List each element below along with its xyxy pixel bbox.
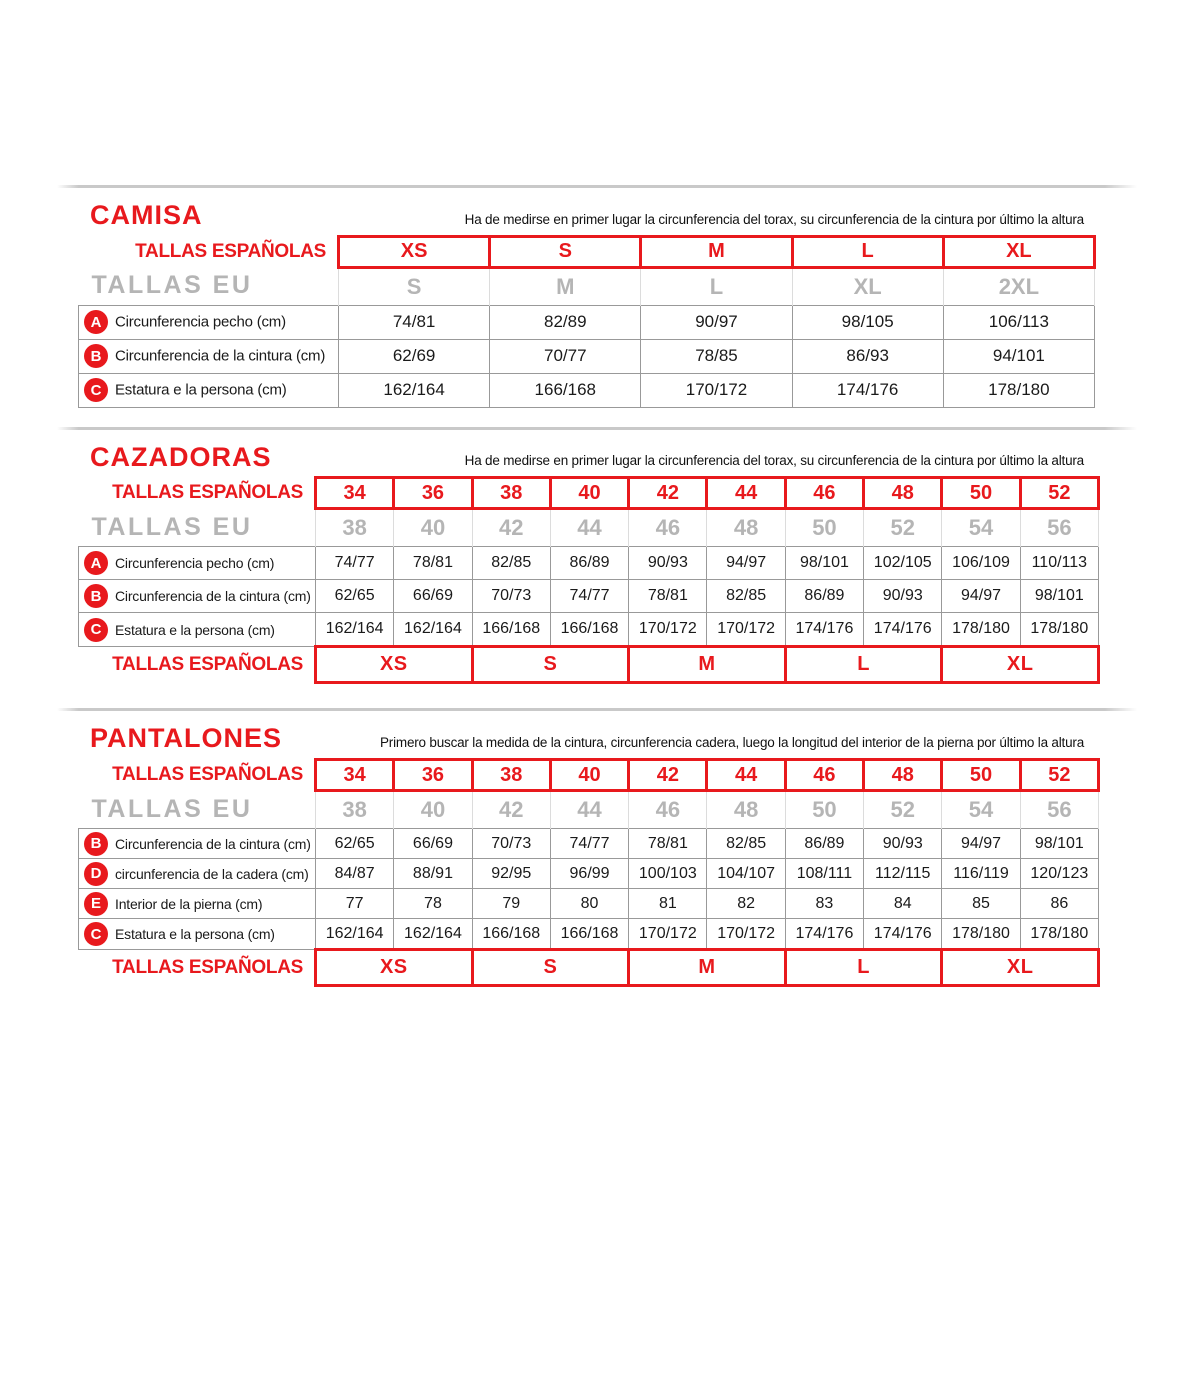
measurement-row	[79, 305, 1095, 339]
eu-size-cell: 40	[394, 509, 472, 547]
measurement-row	[79, 889, 1099, 919]
measurement-badge-b: B	[84, 344, 108, 368]
spanish-size-cell: 46	[785, 478, 863, 509]
size-chart-page	[0, 185, 1200, 1385]
measurement-value: 110/113	[1020, 547, 1098, 580]
measurement-value: 98/101	[1020, 580, 1098, 613]
measurement-label: circunferencia de la cadera (cm)	[115, 865, 309, 882]
section-note-camisa: Ha de medirse en primer lugar la circunferencia del torax, su circunferencia de la cintura por último la altura	[464, 211, 1084, 227]
spanish-size-cell: 42	[629, 478, 707, 509]
section-title-pantalones: PANTALONES	[90, 723, 282, 754]
spanish-size-cell: 38	[472, 478, 550, 509]
measurement-value: 104/107	[707, 859, 785, 889]
measurement-badge-d: D	[84, 862, 108, 886]
measurement-row	[79, 829, 1099, 859]
measurement-value: 174/176	[785, 613, 863, 647]
measurement-value: 85	[942, 889, 1020, 919]
spanish-size-cell: 48	[864, 760, 942, 791]
measurement-value: 82/85	[472, 547, 550, 580]
eu-size-cell: 56	[1020, 791, 1098, 829]
eu-size-cell: S	[339, 267, 490, 305]
measurement-value: 178/180	[942, 919, 1020, 950]
measurement-value: 166/168	[472, 919, 550, 950]
measurement-label: Circunferencia de la cintura (cm)	[115, 588, 311, 605]
measurement-label: Estatura e la persona (cm)	[115, 621, 275, 638]
measurement-value: 92/95	[472, 859, 550, 889]
measurement-label-cell	[79, 889, 316, 919]
bottom-spanish-sizes-row	[79, 647, 1099, 683]
measurement-label: Circunferencia de la cintura (cm)	[115, 347, 326, 365]
measurement-label-cell	[79, 547, 316, 580]
measurement-label-cell	[79, 339, 339, 373]
section-divider	[57, 427, 1137, 430]
measurement-value: 170/172	[707, 919, 785, 950]
measurement-row	[79, 859, 1099, 889]
size-group-cell: M	[629, 647, 786, 683]
eu-size-cell: 42	[472, 509, 550, 547]
spanish-sizes-row	[79, 236, 1095, 267]
measurement-value: 178/180	[942, 613, 1020, 647]
measurement-label-cell	[79, 829, 316, 859]
measurement-value: 108/111	[785, 859, 863, 889]
eu-size-cell: 42	[472, 791, 550, 829]
measurement-value: 162/164	[316, 613, 394, 647]
spanish-size-cell: 34	[316, 760, 394, 791]
measurement-label: Estatura e la persona (cm)	[115, 381, 287, 399]
section-divider	[57, 185, 1137, 188]
bottom-spanish-sizes-label: TALLAS ESPAÑOLAS	[112, 956, 303, 978]
measurement-value: 162/164	[339, 373, 490, 407]
measurement-value: 174/176	[792, 373, 943, 407]
measurement-row	[79, 580, 1099, 613]
measurement-value: 166/168	[550, 919, 628, 950]
spanish-size-cell: 40	[550, 760, 628, 791]
measurement-label: Circunferencia de la cintura (cm)	[115, 835, 311, 852]
spanish-size-cell: M	[641, 236, 792, 267]
measurement-value: 116/119	[942, 859, 1020, 889]
measurement-value: 100/103	[629, 859, 707, 889]
measurement-value: 102/105	[864, 547, 942, 580]
measurement-value: 86/93	[792, 339, 943, 373]
measurement-value: 90/93	[864, 829, 942, 859]
measurement-value: 106/109	[942, 547, 1020, 580]
size-group-cell: XL	[942, 950, 1099, 986]
measurement-value: 98/101	[785, 547, 863, 580]
measurement-value: 98/101	[1020, 829, 1098, 859]
eu-sizes-label: TALLAS EU	[91, 271, 253, 300]
spanish-size-cell: 52	[1020, 760, 1098, 791]
section-note-cazadoras: Ha de medirse en primer lugar la circunferencia del torax, su circunferencia de la cintura por último la altura	[464, 453, 1084, 469]
section-pantalones	[57, 708, 1200, 987]
spanish-size-cell: S	[490, 236, 641, 267]
eu-size-cell: 52	[864, 791, 942, 829]
spanish-size-cell: 48	[864, 478, 942, 509]
size-group-cell: S	[472, 950, 629, 986]
measurement-value: 78/81	[629, 580, 707, 613]
eu-sizes-label: TALLAS EU	[91, 794, 253, 823]
eu-sizes-row	[79, 509, 1099, 547]
measurement-value: 166/168	[472, 613, 550, 647]
spanish-size-cell: 46	[785, 760, 863, 791]
measurement-label-cell	[79, 373, 339, 407]
spanish-size-cell: 36	[394, 760, 472, 791]
spanish-size-cell: XS	[339, 236, 490, 267]
bottom-spanish-sizes-row	[79, 950, 1099, 986]
spanish-size-cell: 34	[316, 478, 394, 509]
eu-size-cell: 54	[942, 791, 1020, 829]
measurement-value: 82	[707, 889, 785, 919]
measurement-badge-a: A	[84, 551, 108, 575]
measurement-value: 94/97	[707, 547, 785, 580]
size-table-pantalones	[78, 758, 1100, 987]
eu-sizes-row	[79, 791, 1099, 829]
section-note-pantalones: Primero buscar la medida de la cintura, circunferencia cadera, luego la longitud del interior de la pierna por último la altura	[380, 734, 1084, 750]
measurement-value: 62/65	[316, 580, 394, 613]
measurement-value: 88/91	[394, 859, 472, 889]
measurement-value: 120/123	[1020, 859, 1098, 889]
measurement-value: 86/89	[785, 580, 863, 613]
measurement-value: 74/77	[550, 829, 628, 859]
eu-size-cell: 44	[550, 509, 628, 547]
spanish-size-cell: XL	[943, 236, 1094, 267]
section-cazadoras	[57, 427, 1200, 685]
measurement-badge-c: C	[84, 618, 108, 642]
measurement-value: 178/180	[1020, 919, 1098, 950]
size-group-cell: XS	[316, 647, 473, 683]
spanish-size-cell: 50	[942, 478, 1020, 509]
measurement-value: 82/89	[490, 305, 641, 339]
measurement-row	[79, 339, 1095, 373]
measurement-label-cell	[79, 859, 316, 889]
measurement-value: 162/164	[394, 613, 472, 647]
spanish-size-cell: 44	[707, 760, 785, 791]
measurement-value: 162/164	[316, 919, 394, 950]
measurement-value: 90/97	[641, 305, 792, 339]
eu-size-cell: M	[490, 267, 641, 305]
measurement-row	[79, 373, 1095, 407]
spanish-size-cell: 44	[707, 478, 785, 509]
eu-size-cell: 46	[629, 509, 707, 547]
measurement-value: 94/97	[942, 580, 1020, 613]
measurement-value: 86/89	[550, 547, 628, 580]
eu-size-cell: 48	[707, 791, 785, 829]
measurement-value: 78/81	[629, 829, 707, 859]
eu-size-cell: 38	[316, 509, 394, 547]
measurement-value: 174/176	[785, 919, 863, 950]
measurement-value: 84/87	[316, 859, 394, 889]
eu-size-cell: 52	[864, 509, 942, 547]
spanish-size-cell: L	[792, 236, 943, 267]
eu-size-cell: 38	[316, 791, 394, 829]
measurement-badge-c: C	[84, 378, 108, 402]
eu-sizes-label: TALLAS EU	[91, 513, 253, 542]
section-title-camisa: CAMISA	[90, 200, 203, 230]
spanish-size-cell: 40	[550, 478, 628, 509]
measurement-label-cell	[79, 919, 316, 950]
measurement-value: 106/113	[943, 305, 1094, 339]
eu-size-cell: L	[641, 267, 792, 305]
measurement-value: 62/69	[339, 339, 490, 373]
measurement-value: 81	[629, 889, 707, 919]
measurement-value: 178/180	[943, 373, 1094, 407]
measurement-value: 86	[1020, 889, 1098, 919]
measurement-value: 74/77	[550, 580, 628, 613]
spanish-sizes-label: TALLAS ESPAÑOLAS	[112, 482, 303, 504]
measurement-badge-a: A	[84, 310, 108, 334]
measurement-value: 66/69	[394, 829, 472, 859]
measurement-value: 78/85	[641, 339, 792, 373]
measurement-value: 86/89	[785, 829, 863, 859]
measurement-value: 162/164	[394, 919, 472, 950]
size-group-cell: L	[785, 950, 942, 986]
eu-size-cell: 50	[785, 509, 863, 547]
measurement-value: 82/85	[707, 580, 785, 613]
measurement-value: 170/172	[629, 613, 707, 647]
eu-size-cell: 2XL	[943, 267, 1094, 305]
measurement-label-cell	[79, 613, 316, 647]
measurement-row	[79, 613, 1099, 647]
spanish-size-cell: 42	[629, 760, 707, 791]
measurement-badge-c: C	[84, 922, 108, 946]
eu-size-cell: 44	[550, 791, 628, 829]
measurement-value: 178/180	[1020, 613, 1098, 647]
spanish-sizes-row	[79, 760, 1099, 791]
eu-size-cell: 48	[707, 509, 785, 547]
measurement-value: 170/172	[629, 919, 707, 950]
measurement-value: 98/105	[792, 305, 943, 339]
measurement-value: 78/81	[394, 547, 472, 580]
measurement-value: 74/77	[316, 547, 394, 580]
measurement-value: 170/172	[641, 373, 792, 407]
section-title-cazadoras: CAZADORAS	[90, 441, 272, 472]
measurement-value: 94/97	[942, 829, 1020, 859]
measurement-value: 166/168	[490, 373, 641, 407]
measurement-value: 70/73	[472, 580, 550, 613]
bottom-spanish-sizes-label: TALLAS ESPAÑOLAS	[112, 654, 303, 676]
measurement-label: Circunferencia pecho (cm)	[115, 555, 275, 572]
measurement-label: Interior de la pierna (cm)	[115, 895, 263, 912]
measurement-badge-b: B	[84, 832, 108, 856]
section-camisa	[57, 185, 1200, 408]
measurement-value: 70/73	[472, 829, 550, 859]
measurement-label-cell	[79, 580, 316, 613]
size-table-camisa	[78, 235, 1096, 408]
size-group-cell: L	[785, 647, 942, 683]
measurement-value: 174/176	[864, 613, 942, 647]
spanish-sizes-label: TALLAS ESPAÑOLAS	[112, 764, 303, 786]
measurement-value: 74/81	[339, 305, 490, 339]
measurement-value: 96/99	[550, 859, 628, 889]
size-group-cell: XL	[942, 647, 1099, 683]
measurement-value: 94/101	[943, 339, 1094, 373]
measurement-value: 70/77	[490, 339, 641, 373]
size-group-cell: M	[629, 950, 786, 986]
measurement-value: 79	[472, 889, 550, 919]
measurement-value: 77	[316, 889, 394, 919]
section-divider	[57, 708, 1137, 711]
eu-size-cell: 46	[629, 791, 707, 829]
measurement-label: Circunferencia pecho (cm)	[115, 313, 286, 331]
measurement-badge-e: E	[84, 892, 108, 916]
spanish-sizes-label: TALLAS ESPAÑOLAS	[135, 240, 326, 262]
measurement-value: 80	[550, 889, 628, 919]
spanish-size-cell: 52	[1020, 478, 1098, 509]
measurement-value: 174/176	[864, 919, 942, 950]
measurement-value: 66/69	[394, 580, 472, 613]
measurement-row	[79, 919, 1099, 950]
size-group-cell: S	[472, 647, 629, 683]
measurement-value: 170/172	[707, 613, 785, 647]
measurement-value: 78	[394, 889, 472, 919]
eu-size-cell: 50	[785, 791, 863, 829]
measurement-value: 112/115	[864, 859, 942, 889]
eu-sizes-row	[79, 267, 1095, 305]
size-table-cazadoras	[78, 476, 1100, 684]
measurement-label-cell	[79, 305, 339, 339]
measurement-label: Estatura e la persona (cm)	[115, 926, 275, 943]
measurement-value: 62/65	[316, 829, 394, 859]
measurement-badge-b: B	[84, 584, 108, 608]
measurement-value: 84	[864, 889, 942, 919]
measurement-value: 82/85	[707, 829, 785, 859]
eu-size-cell: 54	[942, 509, 1020, 547]
measurement-value: 166/168	[550, 613, 628, 647]
eu-size-cell: 56	[1020, 509, 1098, 547]
spanish-size-cell: 38	[472, 760, 550, 791]
measurement-value: 83	[785, 889, 863, 919]
measurement-value: 90/93	[629, 547, 707, 580]
spanish-sizes-row	[79, 478, 1099, 509]
eu-size-cell: XL	[792, 267, 943, 305]
eu-size-cell: 40	[394, 791, 472, 829]
spanish-size-cell: 36	[394, 478, 472, 509]
measurement-value: 90/93	[864, 580, 942, 613]
measurement-row	[79, 547, 1099, 580]
size-group-cell: XS	[316, 950, 473, 986]
spanish-size-cell: 50	[942, 760, 1020, 791]
